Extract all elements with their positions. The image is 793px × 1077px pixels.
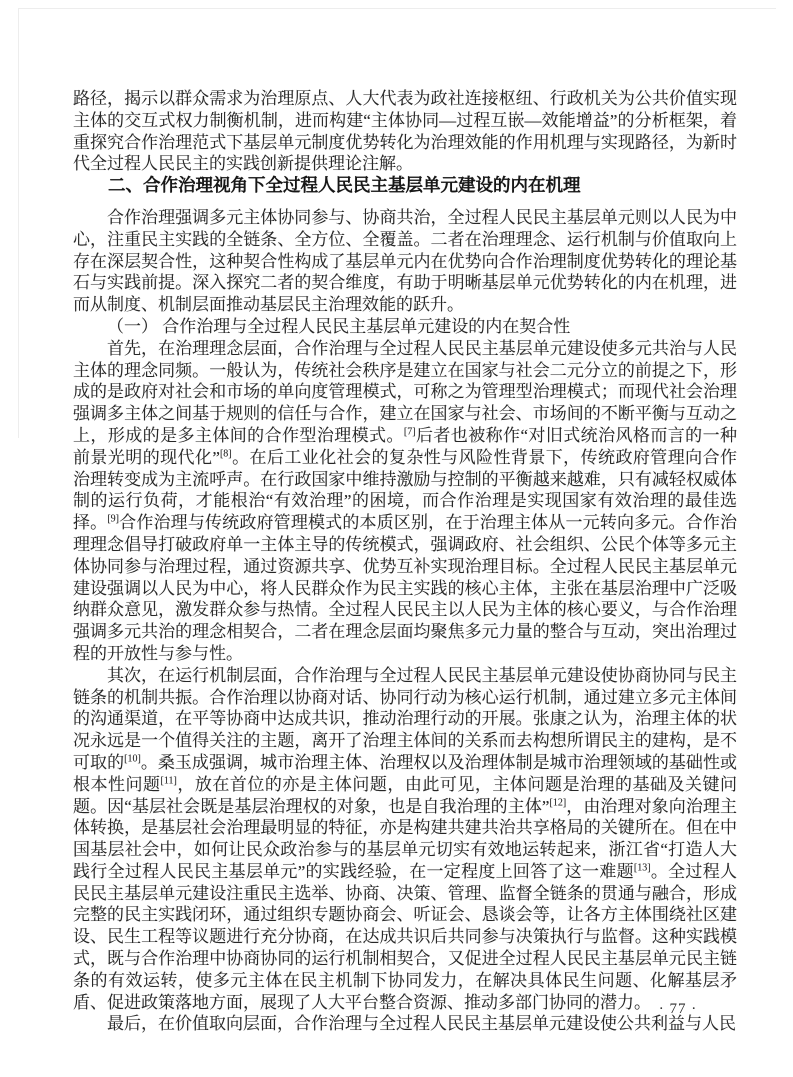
citation-marker: [10] bbox=[124, 753, 141, 765]
citation-marker: [13] bbox=[633, 862, 651, 874]
text-run: ，放在首位的亦是主体问题，由此可见，主体问题是治理的基础及关键问题。因“基层社会既是基层治理权的对象，也是自我治理的主体” bbox=[73, 774, 738, 816]
text-run: 。全过程人民民主基层单元建设注重民主选举、协商、决策、管理、监督全链条的贯通与融合，形成完整的民主实践闭环，通过组织专题协商会、听证会、恳谈会等，让各方主体围绕社区建设、民生工程等议题进行充分协商，在达成共识后共同参与决策执行与监督。这种实践模式，既与合作治理中协商协同的运行机制相契合，又促进全过程人民民主基层单元民主链条的有效运转，使多元主体在民主机制下协同发力，在解决具体民生问题、化解基层矛盾、促进政策落地方面，展现了人大平台整合资源、推动多部门协同的潜力。 bbox=[73, 861, 737, 1012]
body-paragraph bbox=[73, 1013, 737, 1035]
section-heading bbox=[73, 175, 737, 197]
article-body bbox=[73, 88, 737, 1035]
citation-marker: [8] bbox=[219, 448, 232, 460]
body-paragraph bbox=[73, 338, 737, 665]
body-paragraph bbox=[73, 207, 737, 316]
text-run: 。在后工业化社会的复杂性与风险性背景下，传统政府管理向合作治理转变成为主流呼声。在行政国家中维持激励与控制的平衡越来越难，只有减轻权威体制的运行负荷，才能根治“有效治理”的困境，而合作治理是实现国家有效治理的最佳选择。 bbox=[73, 447, 738, 533]
body-paragraph bbox=[73, 665, 737, 1014]
text-run: 最后，在价值取向层面，合作治理与全过程人民民主基层单元建设使公共利益与人民 bbox=[107, 1014, 736, 1034]
subsection-heading bbox=[73, 316, 737, 338]
scan-edge-artifact-top bbox=[18, 8, 776, 9]
text-run: 其次，在运行机制层面，合作治理与全过程人民民主基层单元建设使协商协同与民主链条的机制共振。合作治理以协商对话、协同行动为核心运行机制，通过建立多元主体间的沟通渠道，在平等协商中达成共识，推动治理行动的开展。张康之认为，治理主体的状况永远是一个值得关注的主题，离开了治理主体间的关系而去构想所谓民主的建构，是不可取的 bbox=[73, 665, 737, 772]
body-paragraph bbox=[73, 88, 737, 175]
text-run: 合作治理强调多元主体协同参与、协商共治，全过程人民民主基层单元则以人民为中心，注重民主实践的全链条、全方位、全覆盖。二者在治理理念、运行机制与价值取向上存在深层契合性，这种契合性构成了基层单元内在优势向合作治理制度优势转化的理论基石与实践前提。深入探究二者的契合维度，有助于明晰基层单元优势转化的内在机理，进而从制度、机制层面推动基层民主治理效能的跃升。 bbox=[73, 207, 737, 315]
text-run: ，由治理对象向治理主体转换，是基层社会治理最明显的特征，亦是构建共建共治共享格局的关键所在。但在中国基层社会中，如何让民众政治参与的基层单元切实有效地运转起来，浙江省“打造人大践行全过程人民民主基层单元”的实践经验，在一定程度上回答了这一难题 bbox=[73, 796, 738, 881]
text-run: 合作治理与传统政府管理模式的本质区别，在于治理主体从一元转向多元。合作治理理念倡导打破政府单一主体主导的传统模式，强调政府、社会组织、公民个体等多元主体协同参与治理过程，通过资源共享、优势互补实现治理目标。全过程人民民主基层单元建设强调以人民为中心，将人民群众作为民主实践的核心主体，主张在基层治理中广泛吸纳群众意见，激发群众参与热情。全过程人民民主以人民为主体的核心要义，与合作治理强调多元共治的理念相契合，二者在理念层面均聚焦多元力量的整合与互动，突出治理过程的开放性与参与性。 bbox=[73, 513, 738, 663]
text-run: 二、合作治理视角下全过程人民民主基层单元建设的内在机理 bbox=[108, 175, 581, 196]
citation-marker: [12] bbox=[549, 796, 567, 808]
citation-marker: [9] bbox=[107, 513, 120, 525]
text-run: 路径，揭示以群众需求为治理原点、人大代表为政社连接枢纽、行政机关为公共价值实现主体的交互式权力制衡机制，进而构建“主体协同—过程互嵌—效能增益”的分析框架，着重探究合作治理范式下基层单元制度优势转化为治理效能的作用机理与实现路径，为新时代全过程人民民主的实践创新提供理论注解。 bbox=[73, 89, 737, 174]
citation-marker: [7] bbox=[403, 426, 416, 438]
citation-marker: [11] bbox=[160, 775, 177, 787]
scan-edge-artifact-left bbox=[18, 8, 19, 438]
text-run: （一） 合作治理与全过程人民民主基层单元建设的内在契合性 bbox=[107, 316, 571, 336]
page-number: · 77 · bbox=[658, 1001, 698, 1017]
text-run: 后者也被称作“对旧式统治风格而言的一种前景光明的现代化” bbox=[73, 425, 737, 467]
text-run: 首先，在治理理念层面，合作治理与全过程人民民主基层单元建设使多元共治与人民主体的理念同频。一般认为，传统社会秩序是建立在国家与社会二元分立的前提之下，形成的是政府对社会和市场的单向度管理模式，可称之为管理型治理模式；而现代社会治理强调多主体之间基于规则的信任与合作，建立在国家与社会、市场间的不断平衡与互动之上，形成的是多主体间的合作型治理模式。 bbox=[73, 338, 737, 445]
text-run: 。桑玉成强调，城市治理主体、治理权以及治理体制是城市治理领域的基础性或根本性问题 bbox=[73, 752, 738, 794]
